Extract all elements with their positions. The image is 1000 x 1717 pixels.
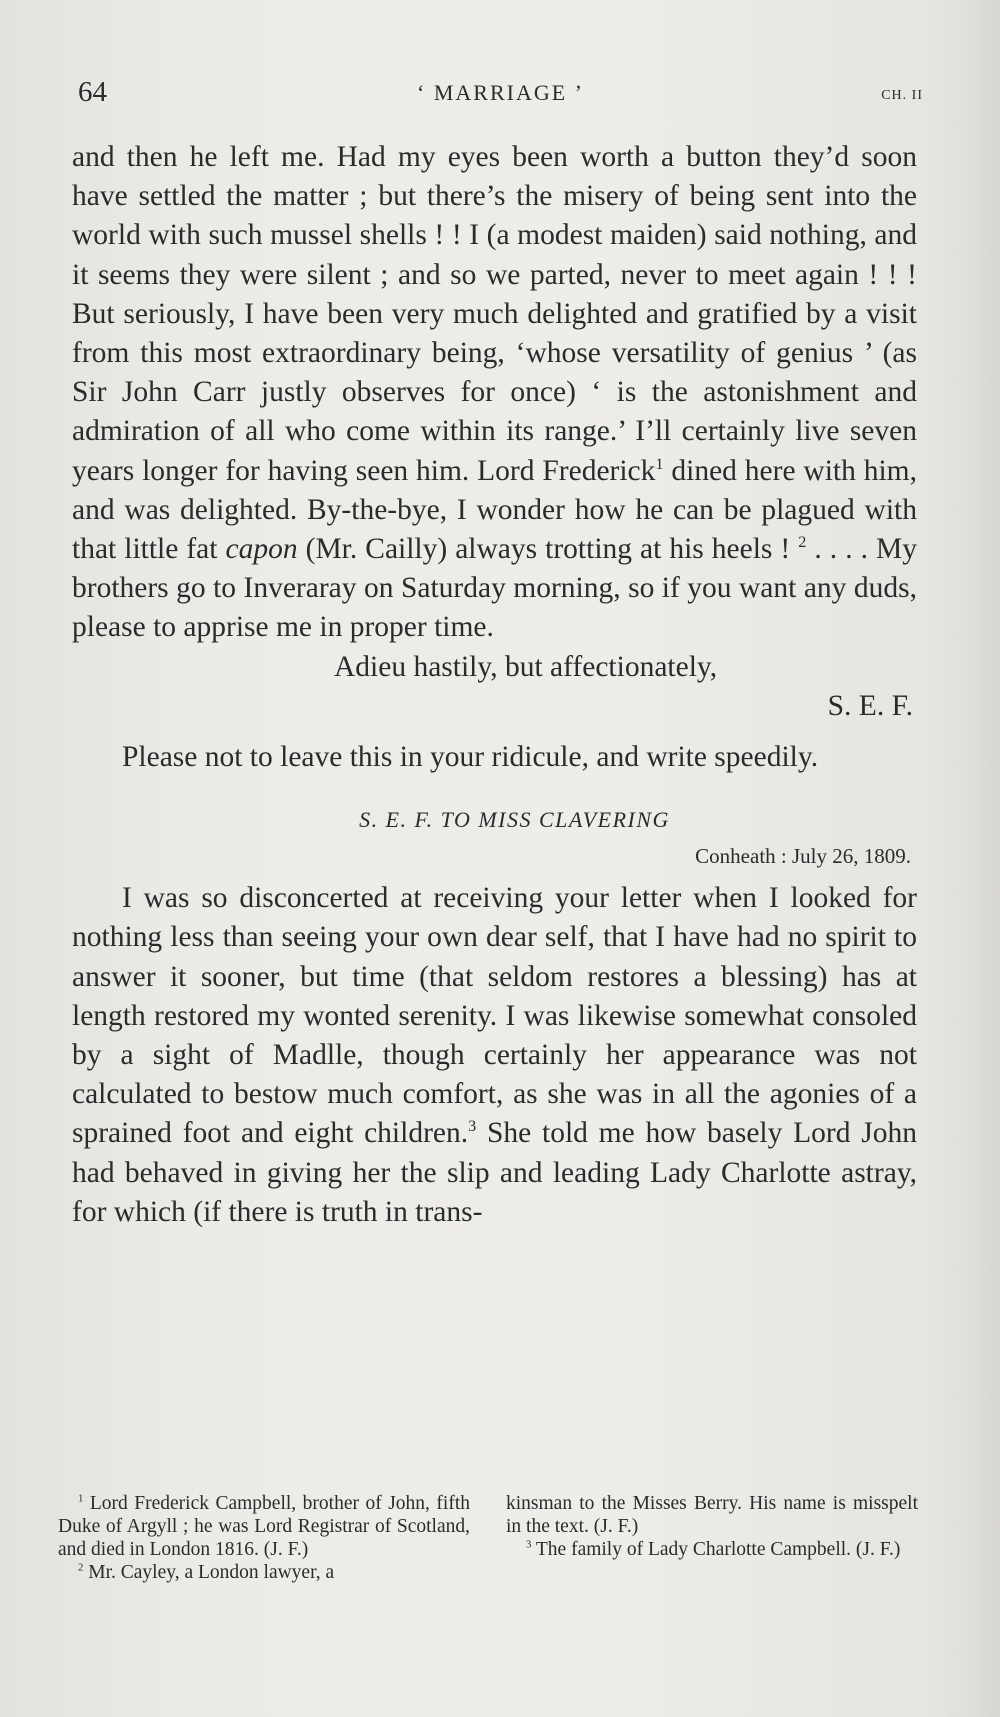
footnote-3: [506, 1538, 918, 1561]
running-title: ‘ MARRIAGE ’: [417, 80, 584, 105]
text-run: I was so disconcerted at receiving your letter when I looked for nothing less than seeing your own dear self, that I have had no spirit to answer it sooner, but time (that seldom restores a blessing) has at length restored my wonted serenity. I was likewise somewhat consoled by a sight of Madlle, though certainly her appearance was not calculated to bestow much comfort, as she was in all the agonies of a sprained foot and eight children.: [72, 882, 917, 1150]
letter-paragraph: [72, 138, 917, 648]
text-run: . . . . My brothers go to Inveraray on Saturday morning, so if you want any duds, please to apprise me in proper time.: [72, 533, 917, 644]
footnote-2: [58, 1561, 470, 1584]
postscript: Please not to leave this in your ridicule, and write speedily.: [122, 741, 819, 774]
page-number: 64: [78, 76, 107, 108]
footnote-text: Mr. Cayley, a London lawyer, a: [83, 1562, 335, 1583]
letter-heading: S. E. F. TO MISS CLAVERING: [359, 807, 670, 833]
footnote-ref-2: 2: [798, 533, 807, 552]
text-run: (Mr. Cailly) always trotting at his heels !: [297, 533, 799, 566]
footnote-ref-1: 1: [655, 454, 664, 473]
footnote-column-right: [506, 1492, 918, 1584]
running-head: [78, 76, 923, 116]
text-run: She told me how basely Lord John had behaved in giving her the slip and leading Lady Charlotte astray, for which (if there is truth in trans-: [72, 1117, 917, 1228]
letter-dateline: Conheath : July 26, 1809.: [695, 844, 911, 869]
letter-paragraph: [72, 879, 917, 1232]
footnote-mark-1: 1: [78, 1492, 84, 1505]
footnote-1: [58, 1492, 470, 1561]
letter-signature: S. E. F.: [827, 689, 913, 722]
footnote-ref-3: 3: [468, 1117, 477, 1136]
letter-closing: Adieu hastily, but affectionately,: [334, 650, 718, 683]
footnote-text: The family of Lady Charlotte Campbell. (J. F.): [531, 1539, 901, 1560]
footnote-mark-2: 2: [78, 1561, 84, 1574]
page-gutter-shadow: [940, 0, 1000, 1717]
chapter-reference: CH. II: [881, 88, 923, 103]
text-run: and then he left me. Had my eyes been worth a button they’d soon have settled the matter ; but there’s the misery of being sent into the world with such mussel shells ! ! I (a modest maiden) said nothing, and it seems they were silent ; and so we parted, never to meet again ! ! ! But seriously, I have been very much delighted and gratified by a visit from this most extraordinary being, ‘whose versatility of genius ’ (as Sir John Carr justly observes for once) ‘ is the astonishment and admiration of all who come within its range.’ I’ll certainly live seven years longer for having seen him. Lord Frederick: [72, 141, 917, 487]
footnote-2-continued: kinsman to the Misses Berry. His name is misspelt in the text. (J. F.): [506, 1493, 918, 1537]
italic-word: capon: [225, 533, 298, 566]
footnotes: [58, 1492, 918, 1584]
text-run: dined here with him, and was delighted. By-the-bye, I wonder how he can be plagued with that little fat: [72, 454, 917, 566]
body-text: [72, 138, 917, 1232]
footnote-text: Lord Frederick Campbell, brother of John, fifth Duke of Argyll ; he was Lord Registrar of Scotland, and died in London 1816. (J. F.): [58, 1493, 470, 1560]
footnote-column-left: [58, 1492, 470, 1584]
footnote-mark-3: 3: [526, 1538, 532, 1551]
